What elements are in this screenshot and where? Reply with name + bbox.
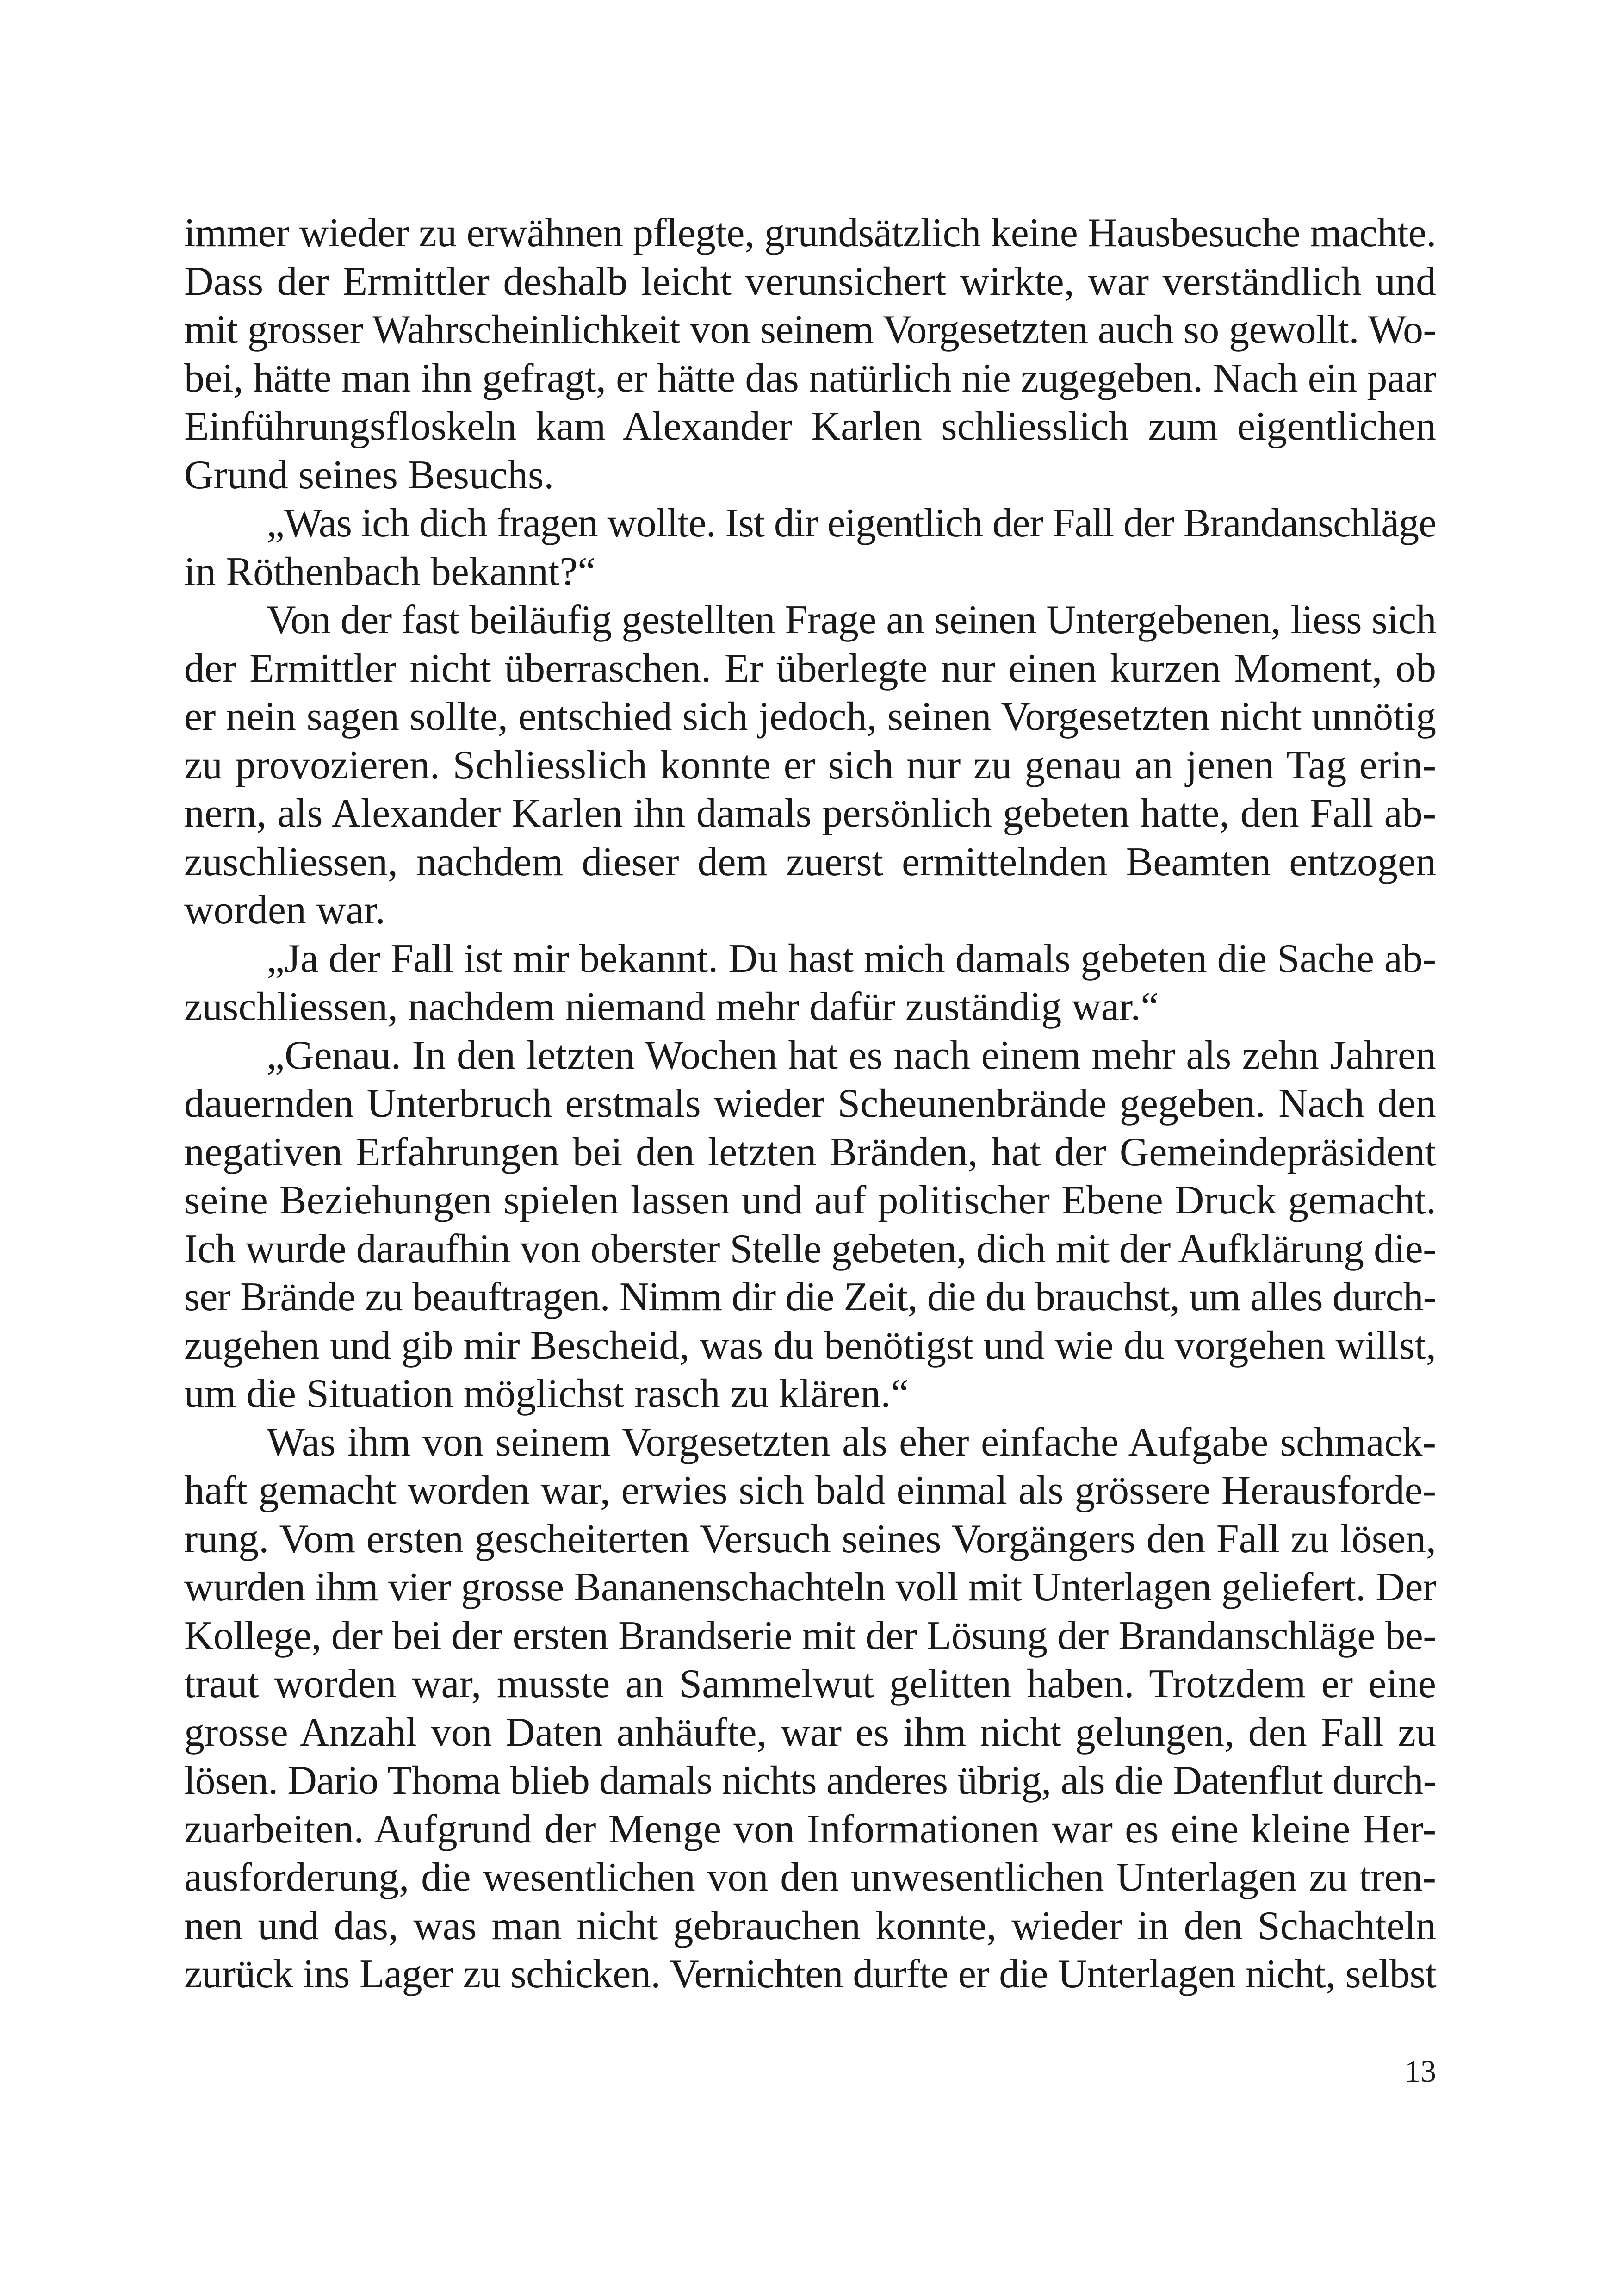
text-line: er nein sagen sollte, entschied sich jedoch, seinen Vorgesetzten nicht unnötig [184, 694, 1436, 739]
text-line: ser Brände zu beauftragen. Nimm dir die Zeit, die du brauchst, um alles durch- [184, 1275, 1437, 1319]
text-line: zuarbeiten. Aufgrund der Menge von Informationen war es eine kleine Her- [184, 1806, 1436, 1852]
text-line: lösen. Dario Thoma blieb damals nichts anderes übrig, als die Datenflut durch- [184, 1758, 1436, 1803]
text-line: haft gemacht worden war, erwies sich bald einmal als grössere Herausforde- [184, 1468, 1436, 1513]
text-line: rung. Vom ersten gescheiterten Versuch seines Vorgängers den Fall zu lösen, [184, 1516, 1436, 1562]
text-line: traut worden war, musste an Sammelwut gelitten haben. Trotzdem er eine [184, 1661, 1436, 1706]
text-line: Was ihm von seinem Vorgesetzten als eher einfache Aufgabe schmack- [267, 1419, 1436, 1465]
text-line: „Genau. In den letzten Wochen hat es nach einem mehr als zehn Jahren [267, 1033, 1436, 1078]
body-text [184, 209, 1436, 1999]
text-line: Von der fast beiläufig gestellten Frage an seinen Untergebenen, liess sich [267, 597, 1436, 642]
text-line: ausforderung, die wesentlichen von den unwesentlichen Unterlagen zu tren- [184, 1855, 1436, 1900]
text-line: nern, als Alexander Karlen ihn damals persönlich gebeten hatte, den Fall ab- [184, 791, 1436, 836]
text-line: zuschliessen, nachdem dieser dem zuerst ermittelnden Beamten entzogen [184, 839, 1436, 884]
text-line: wurden ihm vier grosse Bananenschachteln voll mit Unterlagen geliefert. Der [184, 1565, 1437, 1610]
text-line: um die Situation möglichst rasch zu klären.“ [184, 1371, 909, 1416]
text-line: negativen Erfahrungen bei den letzten Bränden, hat der Gemeindepräsident [184, 1129, 1436, 1175]
text-line: Kollege, der bei der ersten Brandserie mit der Lösung der Brandanschläge be- [184, 1613, 1436, 1658]
text-line: worden war. [184, 888, 385, 933]
text-line: „Was ich dich fragen wollte. Ist dir eigentlich der Fall der Brandanschläge [267, 501, 1436, 546]
text-line: Dass der Ermittler deshalb leicht verunsichert wirkte, war verständlich und [184, 259, 1436, 304]
text-line: zugehen und gib mir Bescheid, was du benötigst und wie du vorgehen willst, [184, 1323, 1436, 1368]
text-line: „Ja der Fall ist mir bekannt. Du hast mich damals gebeten die Sache ab- [267, 936, 1436, 981]
text-line: zu provozieren. Schliesslich konnte er sich nur zu genau an jenen Tag erin- [184, 742, 1436, 788]
text-line: mit grosser Wahrscheinlichkeit von seinem Vorgesetzten auch so gewollt. Wo- [184, 307, 1436, 352]
text-line: zurück ins Lager zu schicken. Vernichten durfte er die Unterlagen nicht, selbst [184, 1952, 1436, 1997]
text-line: seine Beziehungen spielen lassen und auf politischer Ebene Druck gemacht. [184, 1178, 1436, 1223]
text-line: dauernden Unterbruch erstmals wieder Scheunenbrände gegeben. Nach den [184, 1081, 1436, 1126]
text-line: Einführungsfloskeln kam Alexander Karlen schliesslich zum eigentlichen [184, 404, 1436, 449]
text-line: immer wieder zu erwähnen pflegte, grundsätzlich keine Hausbesuche machte. [184, 211, 1436, 255]
text-line: Ich wurde daraufhin von oberster Stelle gebeten, dich mit der Aufklärung die- [184, 1226, 1437, 1271]
text-line: bei, hätte man ihn gefragt, er hätte das natürlich nie zugegeben. Nach ein paar [184, 355, 1436, 401]
text-line: zuschliessen, nachdem niemand mehr dafür zuständig war.“ [184, 984, 1159, 1029]
text-line: nen und das, was man nicht gebrauchen konnte, wieder in den Schachteln [184, 1903, 1436, 1948]
text-line: in Röthenbach bekannt?“ [184, 549, 596, 594]
page-number: 13 [1405, 2053, 1436, 2089]
text-line: der Ermittler nicht überraschen. Er überlegte nur einen kurzen Moment, ob [184, 646, 1436, 691]
text-line: grosse Anzahl von Daten anhäufte, war es ihm nicht gelungen, den Fall zu [184, 1710, 1436, 1755]
text-line: Grund seines Besuchs. [184, 452, 554, 498]
